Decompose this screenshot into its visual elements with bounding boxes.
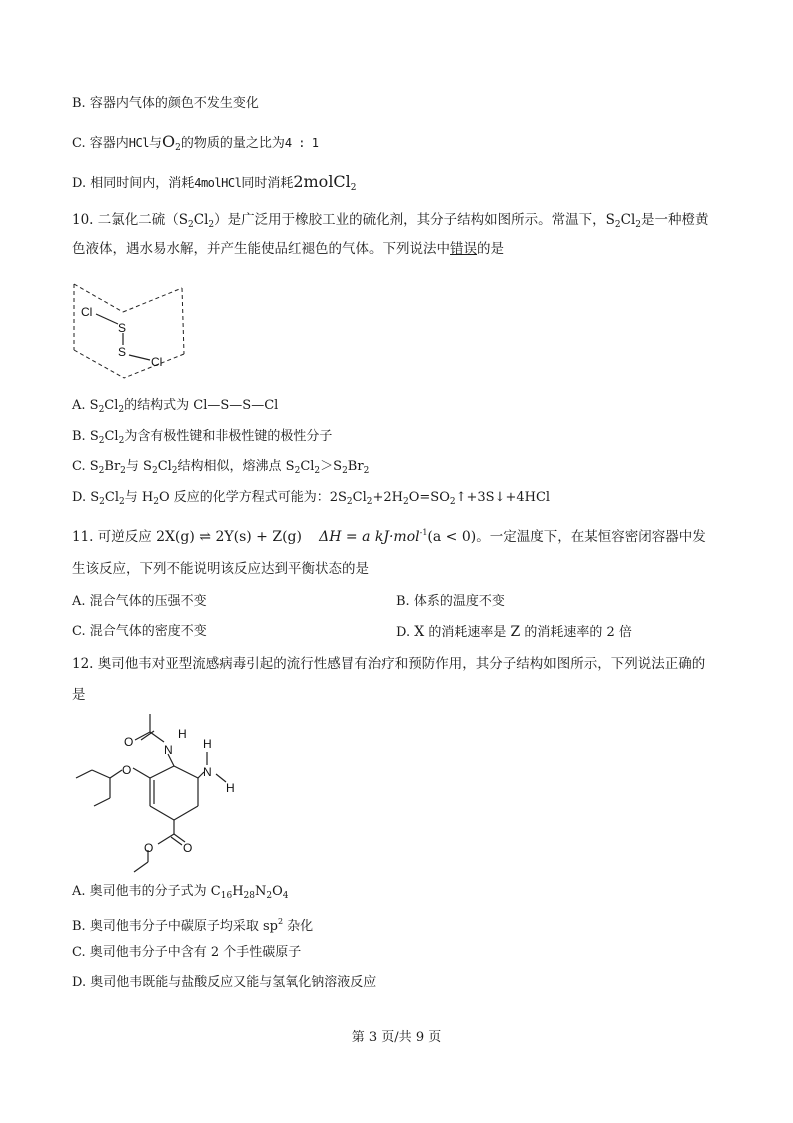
q12-stem-line2: 是 <box>72 687 86 703</box>
q12-option-d: D. 奥司他韦既能与盐酸反应又能与氢氧化钠溶液反应 <box>72 975 377 990</box>
hydrogen-atom-label: H <box>226 781 235 795</box>
q11-reaction-equation: 2X(g) ⇌ 2Y(s) + Z(g) <box>156 529 302 545</box>
chlorine-atom-label: Cl <box>81 305 93 319</box>
q11-option-b: B. 体系的温度不变 <box>396 594 505 609</box>
oxygen-atom-label: O <box>124 735 134 749</box>
q12-option-b: B. 奥司他韦分子中碳原子均采取 $sp^2$ 杂化 <box>72 917 314 934</box>
nitrogen-atom-label: N <box>203 765 212 779</box>
oseltamivir-structure-figure <box>70 710 260 880</box>
hydrogen-atom-label: H <box>178 727 187 741</box>
q9-option-c: C. 容器内HCl与$O_2$的物质的量之比为4 : 1 <box>72 132 319 153</box>
oxygen-atom-label: O <box>122 763 132 777</box>
q12-option-c: C. 奥司他韦分子中含有 2 个手性碳原子 <box>72 945 302 960</box>
chlorine-atom-label: Cl <box>151 355 163 369</box>
q9-option-d: D. 相同时间内，消耗4molHCl同时消耗2molCl$_2$ <box>72 172 357 193</box>
q11-option-c: C. 混合气体的密度不变 <box>72 624 207 639</box>
q11-stem-line2: 生该反应，下列不能说明该反应达到平衡状态的是 <box>72 561 369 577</box>
oxygen-atom-label: O <box>183 841 193 855</box>
q9-option-b: B. 容器内气体的颜色不发生变化 <box>72 96 259 111</box>
oxygen-atom-label: O <box>144 841 154 855</box>
q10-stem-line1: 10. 二氯化二硫$(S_2Cl_2)$是广泛用于橡胶工业的硫化剂，其分子结构如图所示。常温下，$S_2Cl_2$是一种橙黄 <box>72 212 709 230</box>
q10-option-a: A. $S_2Cl_2$的结构式为 Cl—S—S—Cl <box>72 398 279 415</box>
hydrogen-atom-label: H <box>203 737 212 751</box>
sulfur-atom-label: S <box>118 321 127 335</box>
s2cl2-structure-figure <box>66 272 196 382</box>
q11-option-d: D. X 的消耗速率是 Z 的消耗速率的 2 倍 <box>396 624 632 640</box>
q10-option-b: B. $S_2Cl_2$为含有极性键和非极性键的极性分子 <box>72 429 333 446</box>
q10-option-c: C. $S_2Br_2$与 $S_2Cl_2$结构相似，熔沸点 $S_2Cl_2>S_2Br_2$ <box>72 459 370 476</box>
q11-stem-line1: 11. 可逆反应 2X(g) ⇌ 2Y(s) + Z(g) ΔH = a kJ·mol$^{-1}$(a < 0)。一定温度下，在某恒容密闭容器中发 <box>72 528 706 545</box>
q11-option-a: A. 混合气体的压强不变 <box>72 594 207 609</box>
nitrogen-atom-label: N <box>164 743 173 757</box>
q10-stem-line2: 色液体，遇水易水解，并产生能使品红褪色的气体。下列说法中错误的是 <box>72 241 504 257</box>
sulfur-atom-label: S <box>118 345 127 359</box>
page-footer: 第 3 页/共 9 页 <box>351 1030 442 1045</box>
q10-option-d: D. $S_2Cl_2$与 $H_2O$ 反应的化学方程式可能为：$2S_2Cl_2+2H_2O=SO_2↑+3S↓+4HCl$ <box>72 490 551 507</box>
q12-stem-line1: 12. 奥司他韦对亚型流感病毒引起的流行性感冒有治疗和预防作用，其分子结构如图所示，下列说法正确的 <box>72 656 706 672</box>
q12-option-a: A. 奥司他韦的分子式为 $C_{16}H_{28}N_2O_4$ <box>72 884 289 901</box>
